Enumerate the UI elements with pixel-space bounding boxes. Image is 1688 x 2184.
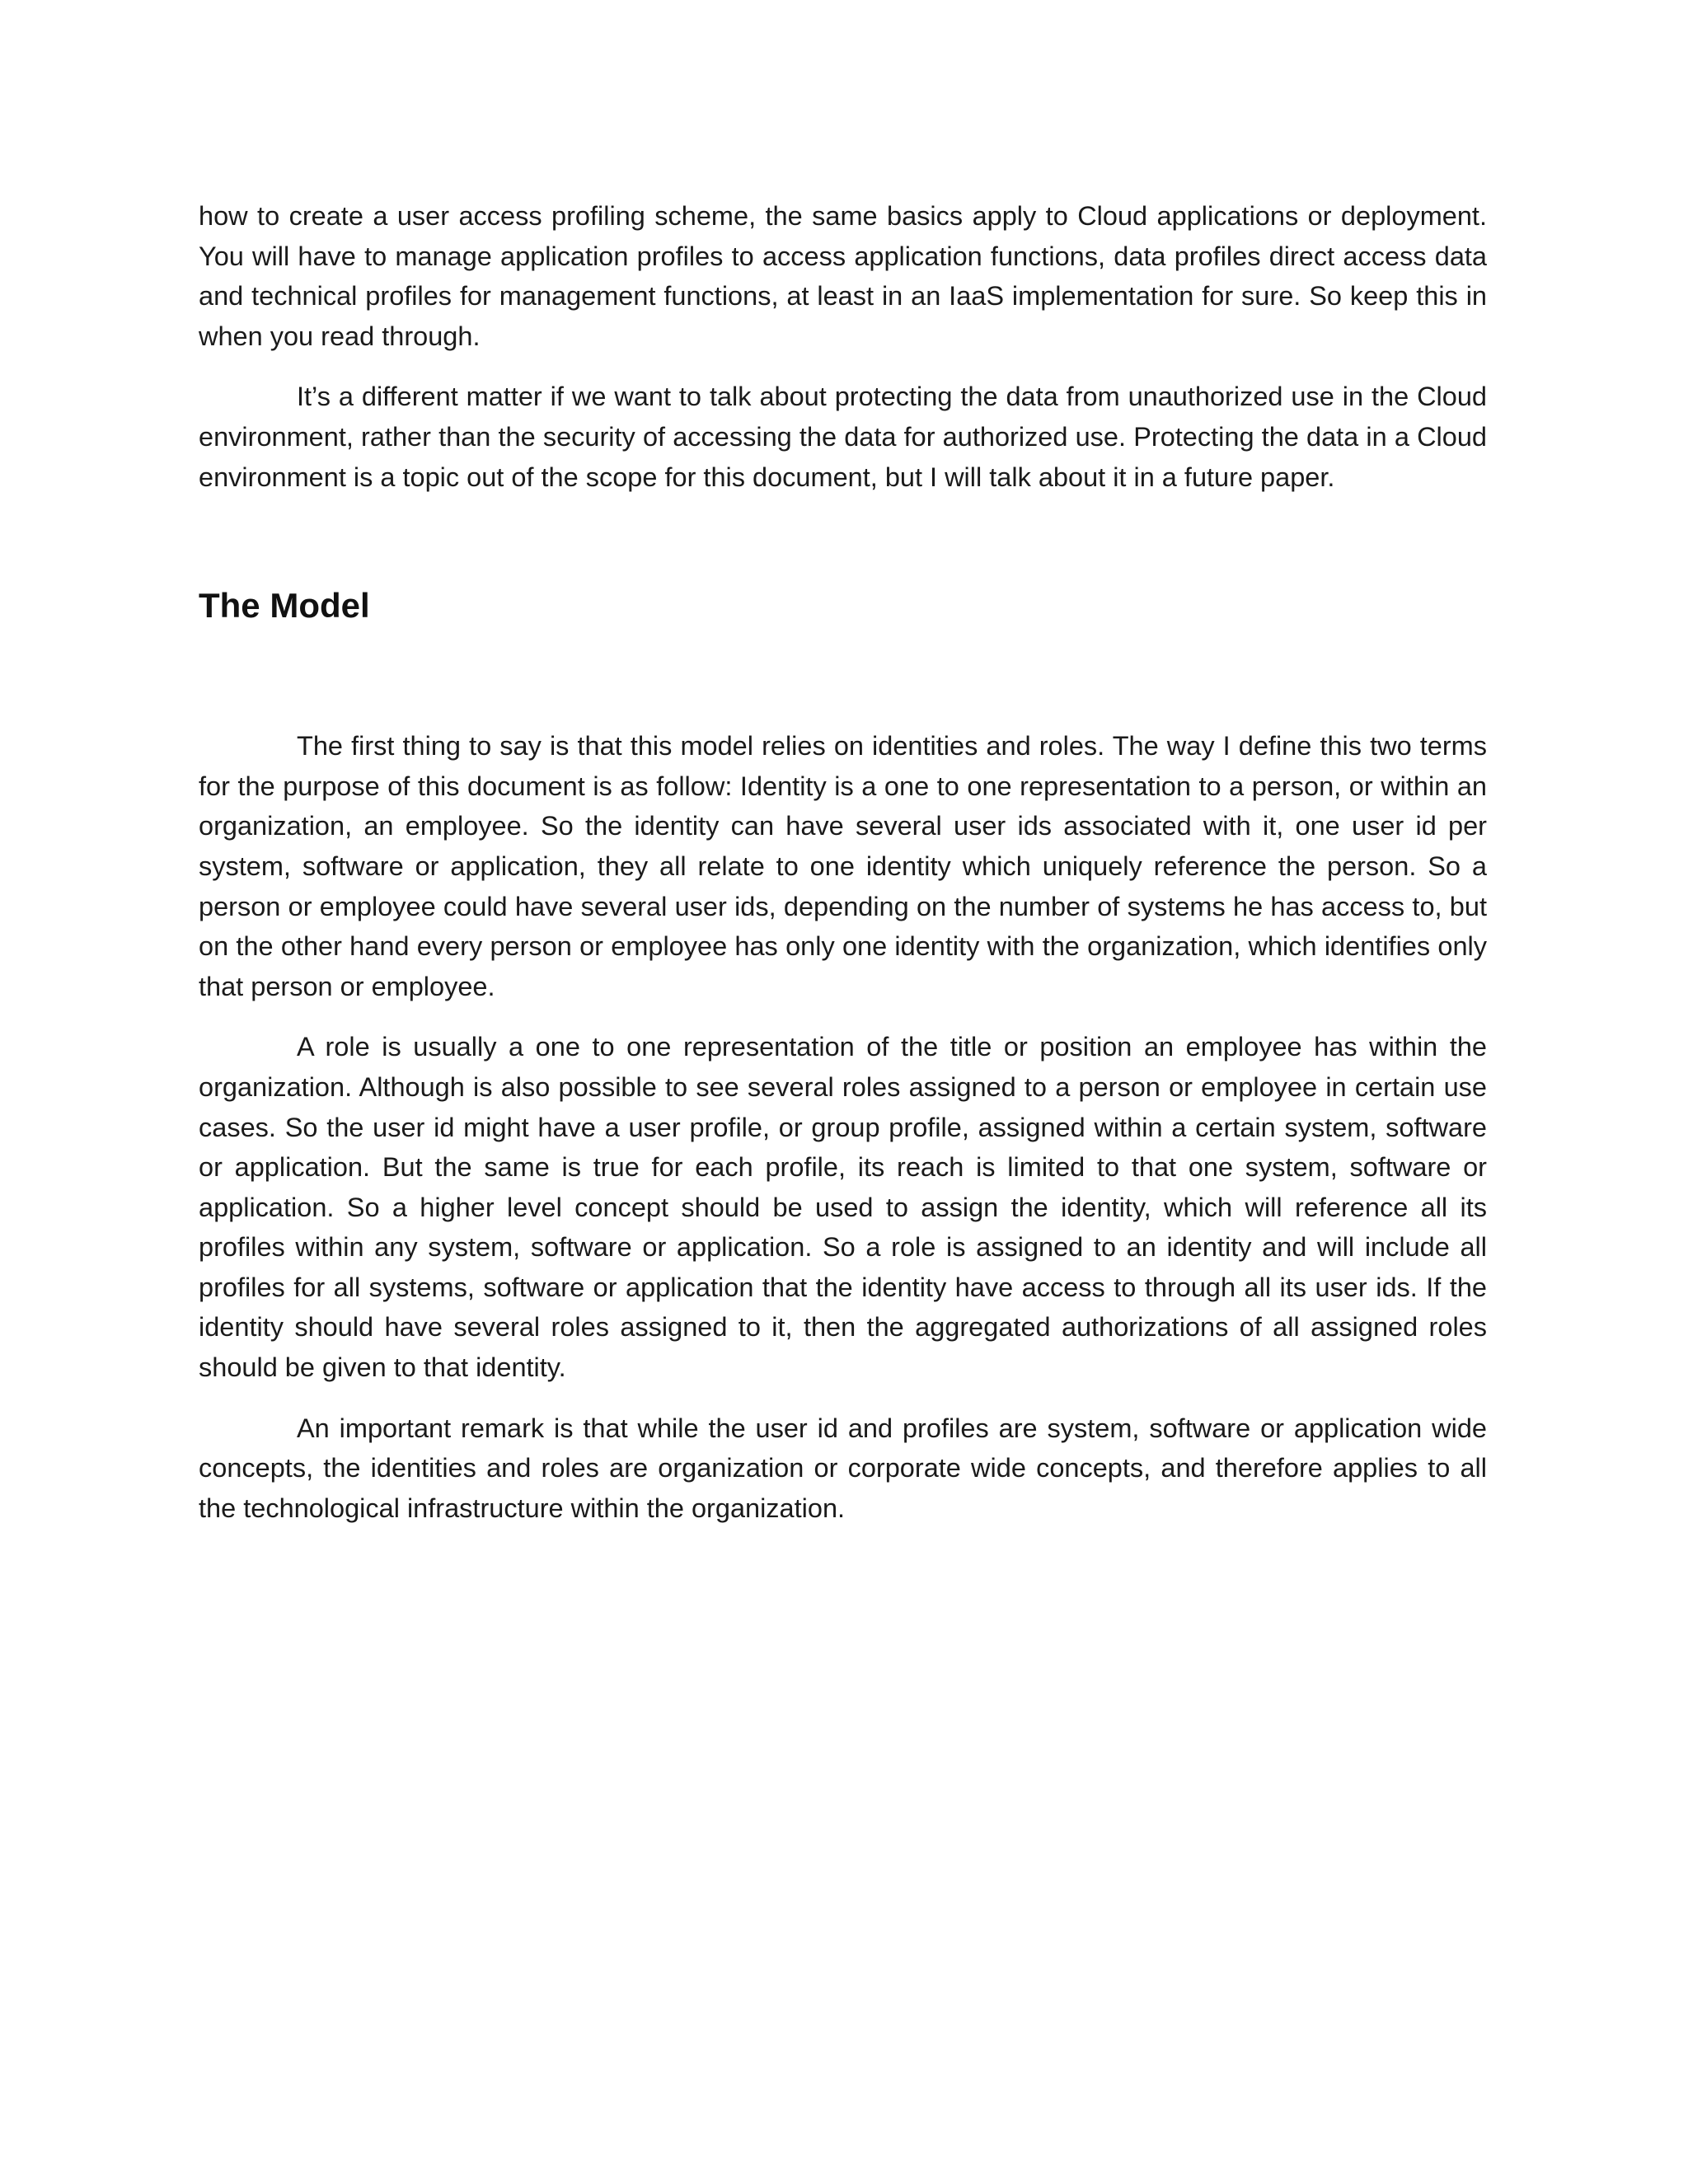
body-paragraph: An important remark is that while the user id and profiles are system, software or application wide concepts, the identities and roles are organization or corporate wide concepts, and therefore applies to all the technological infrastructure within the organization. [199, 1413, 1487, 1523]
body-paragraph: A role is usually a one to one representation of the title or position an employee has within the organization. Although is also possible to see several roles assigned to a person or employee in certain use cases. So the user id might have a user profile, or group profile, assigned within a certain system, software or application. But the same is true for each profile, its reach is limited to that one system, software or application. So a higher level concept should be used to assign the identity, which will reference all its profiles within any system, software or application. So a role is assigned to an identity and will include all profiles for all systems, software or application that the identity have access to through all its user ids. If the identity should have several roles assigned to it, then the aggregated authorizations of all assigned roles should be given to that identity. [199, 1032, 1487, 1383]
body-paragraph: It’s a different matter if we want to talk about protecting the data from unauthorized use in the Cloud environment, rather than the security of accessing the data for authorized use. Protecting the data in a Cloud environment is a topic out of the scope for this document, but I will talk about it in a future paper. [199, 382, 1487, 492]
document-body [199, 196, 1487, 1528]
body-paragraph: how to create a user access profiling scheme, the same basics apply to Cloud applications or deployment. You will have to manage application profiles to access application functions, data profiles direct access data and technical profiles for management functions, at least in an IaaS implementation for sure. So keep this in when you read through. [199, 201, 1487, 351]
section-heading: The Model [199, 586, 370, 626]
body-paragraph: The first thing to say is that this model relies on identities and roles. The way I define this two terms for the purpose of this document is as follow: Identity is a one to one representation to a person, or within an organization, an employee. So the identity can have several user ids associated with it, one user id per system, software or application, they all relate to one identity which uniquely reference the person. So a person or employee could have several user ids, depending on the number of systems he has access to, but on the other hand every person or employee has only one identity with the organization, which identifies only that person or employee. [199, 731, 1487, 1001]
